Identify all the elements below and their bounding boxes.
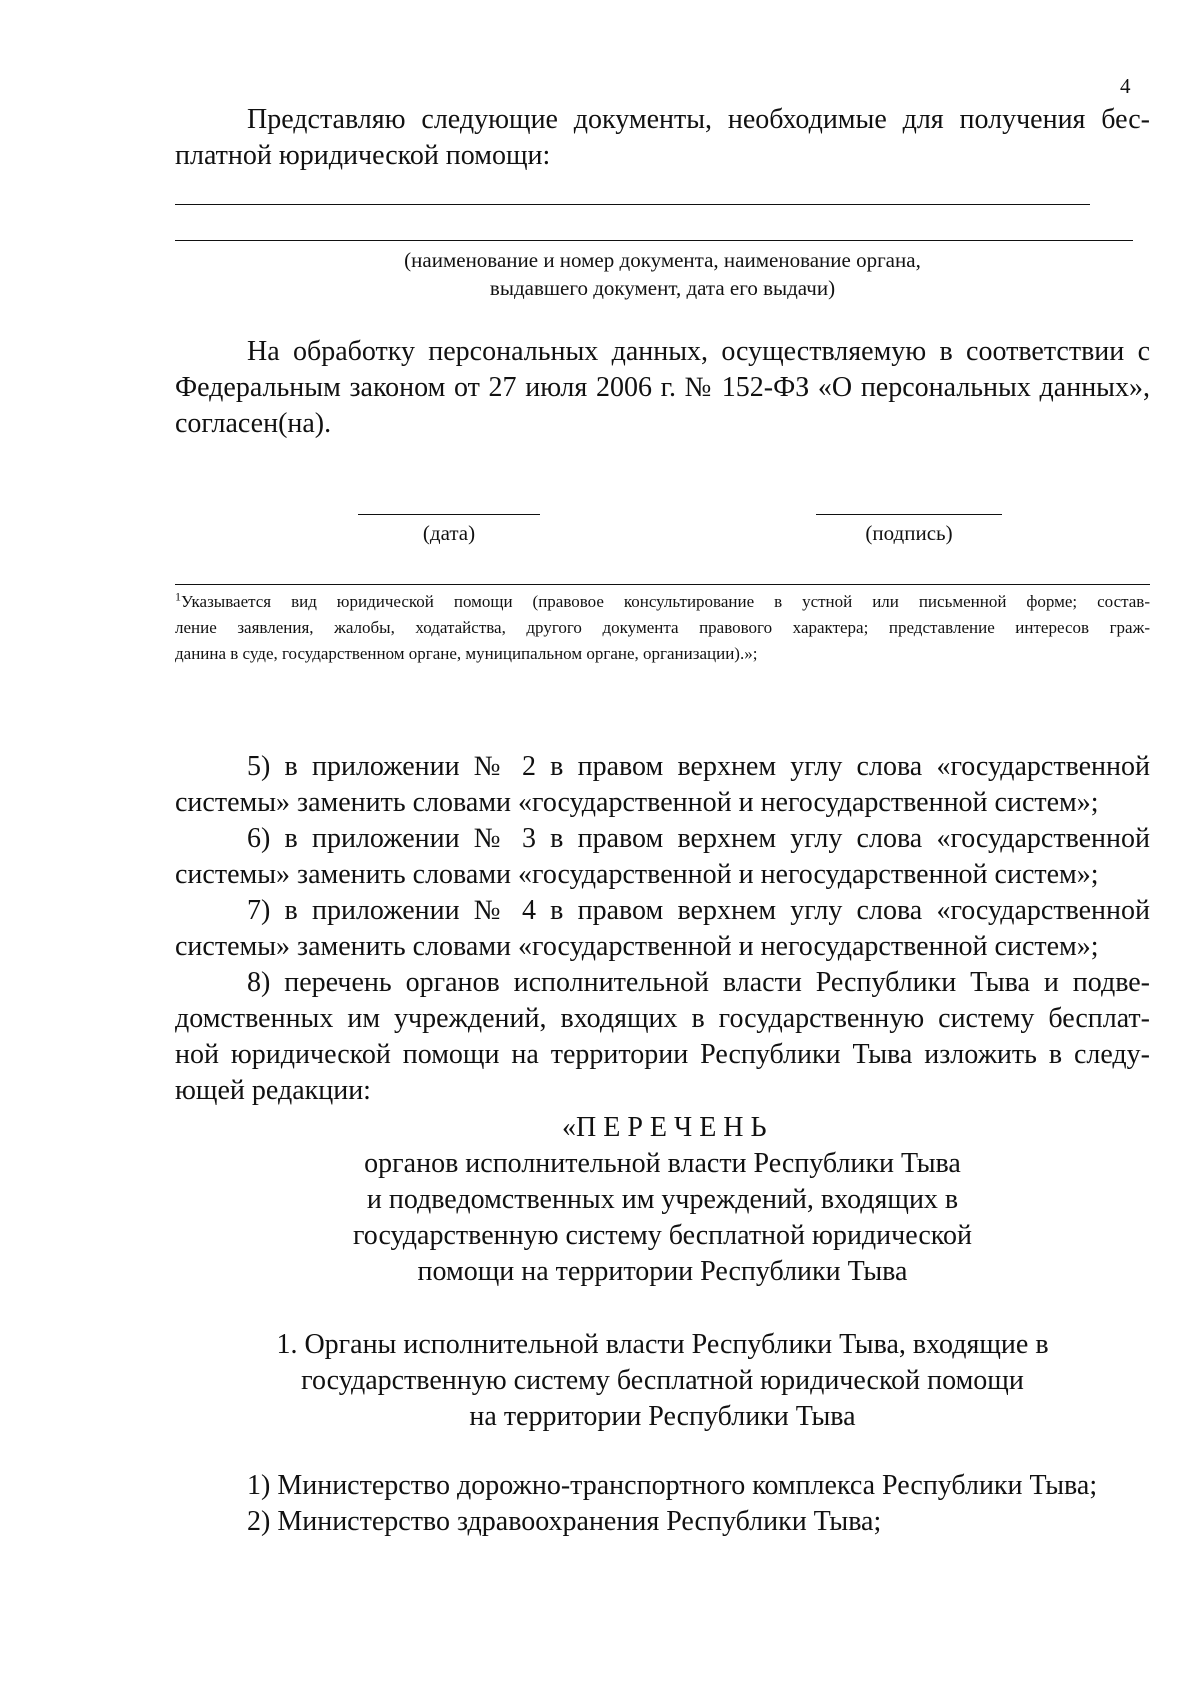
- documents-blank-line-1: [175, 204, 1090, 205]
- section-1-line-2: государственную систему бесплатной юридической помощи: [301, 1365, 1024, 1396]
- list-title-line-3: государственную систему бесплатной юридической: [353, 1220, 972, 1251]
- footnote-line-2: ление заявления, жалобы, ходатайства, другого документа правового характера; представление интересов граж-: [175, 618, 1150, 637]
- amendment-6-line-1: 6) в приложении № 3 в правом верхнем углу слова «государственной: [247, 823, 1150, 854]
- documents-intro-line-1: Представляю следующие документы, необходимые для получения бес-: [247, 104, 1150, 135]
- documents-blank-line-2: [175, 240, 1133, 241]
- list-title-line-1: органов исполнительной власти Республики Тыва: [364, 1148, 961, 1179]
- section-1-line-3: на территории Республики Тыва: [469, 1401, 856, 1432]
- consent-line-2: Федеральным законом от 27 июля 2006 г. № 152-ФЗ «О персональных данных»,: [175, 372, 1150, 403]
- amendment-5-line-1: 5) в приложении № 2 в правом верхнем углу слова «государственной: [247, 751, 1150, 782]
- amendment-8-line-2: домственных им учреждений, входящих в государственную систему бесплат-: [175, 1003, 1150, 1034]
- amendment-7-line-2: системы» заменить словами «государственной и негосударственной систем»;: [175, 931, 1099, 962]
- consent-line-1: На обработку персональных данных, осуществляемую в соответствии с: [247, 336, 1150, 367]
- documents-caption-line-2: выдавшего документ, дата его выдачи): [489, 276, 836, 300]
- date-label: (дата): [422, 521, 476, 545]
- footnote-separator: [175, 584, 1150, 585]
- amendment-8-line-1: 8) перечень органов исполнительной власти Республики Тыва и подве-: [247, 967, 1150, 998]
- footnote-line-3: данина в суде, государственном органе, муниципальном органе, организации).»;: [175, 644, 758, 663]
- list-item: 2) Министерство здравоохранения Республики Тыва;: [247, 1506, 882, 1537]
- amendment-8-line-4: ющей редакции:: [175, 1075, 371, 1106]
- list-heading: «П Е Р Е Ч Е Н Ь: [562, 1112, 767, 1143]
- list-title-line-2: и подведомственных им учреждений, входящих в: [366, 1184, 959, 1215]
- amendment-5-line-2: системы» заменить словами «государственной и негосударственной систем»;: [175, 787, 1099, 818]
- documents-intro-line-2: платной юридической помощи:: [175, 140, 551, 171]
- amendment-7-line-1: 7) в приложении № 4 в правом верхнем углу слова «государственной: [247, 895, 1150, 926]
- documents-caption-line-1: (наименование и номер документа, наименование органа,: [404, 248, 921, 272]
- list-title-line-4: помощи на территории Республики Тыва: [417, 1256, 908, 1287]
- footnote-marker: 1: [175, 589, 181, 604]
- section-1-line-1: 1. Органы исполнительной власти Республики Тыва, входящие в: [276, 1329, 1049, 1360]
- consent-line-3: согласен(на).: [175, 408, 332, 439]
- footnote-line-1: Указывается вид юридической помощи (правовое консультирование в устной или письменной форме; состав-: [181, 592, 1150, 611]
- signature-line: [816, 514, 1002, 515]
- list-item: 1) Министерство дорожно-транспортного комплекса Республики Тыва;: [247, 1470, 1098, 1501]
- signature-label: (подпись): [865, 521, 953, 545]
- date-line: [358, 514, 540, 515]
- amendment-6-line-2: системы» заменить словами «государственной и негосударственной систем»;: [175, 859, 1099, 890]
- page-number: 4: [1120, 74, 1131, 98]
- amendment-8-line-3: ной юридической помощи на территории Республики Тыва изложить в следу-: [175, 1039, 1150, 1070]
